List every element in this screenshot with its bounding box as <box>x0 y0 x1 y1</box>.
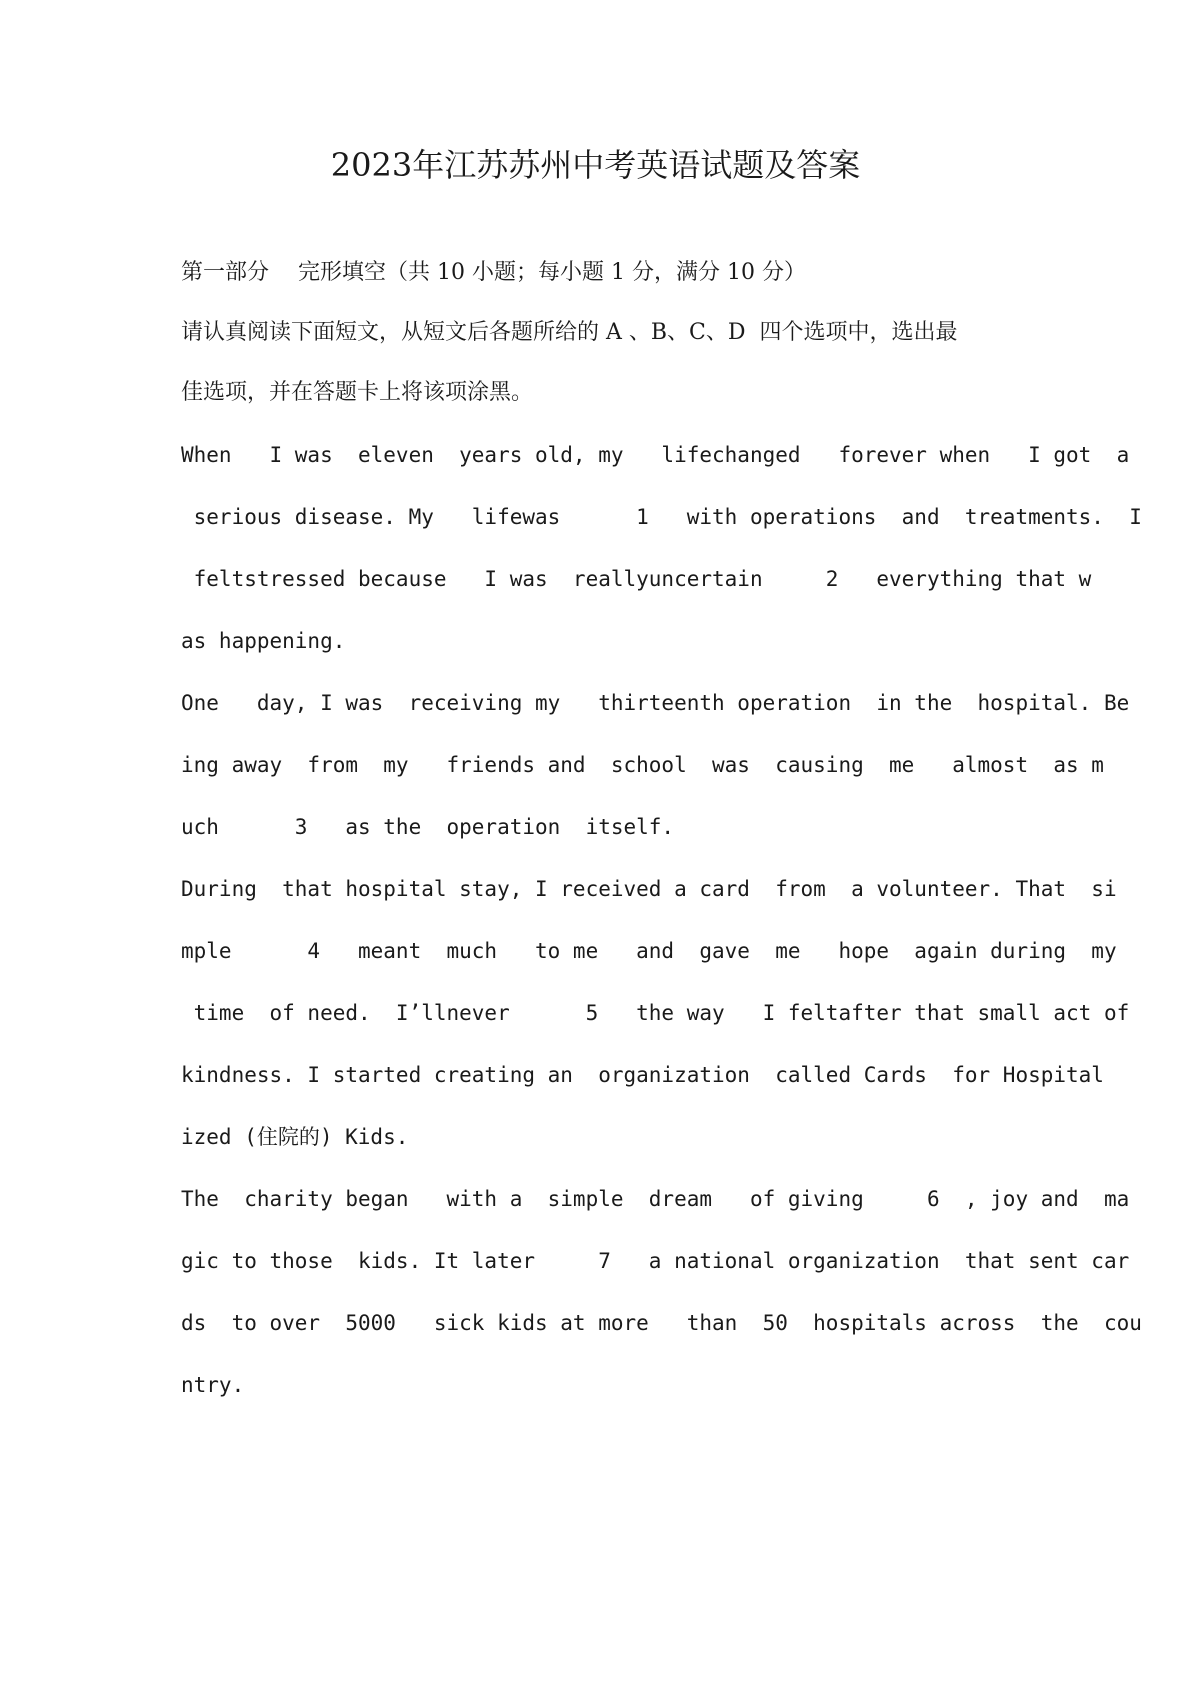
passage-line: ntry. <box>181 1373 245 1397</box>
passage-line: mple 4 meant much to me and gave me hope again during my <box>181 939 1117 963</box>
passage-line: One day, I was receiving my thirteenth operation in the hospital. Be <box>181 691 1130 715</box>
passage-line: ized (住院的) Kids. <box>181 1125 409 1149</box>
instruction-line-1: 请认真阅读下面短文，从短文后各题所给的 A 、B、C、D 四个选项中，选出最 <box>181 320 958 345</box>
passage-line: as happening. <box>181 629 346 653</box>
instruction-line-2: 佳选项，并在答题卡上将该项涂黑。 <box>181 380 534 405</box>
passage-line: During that hospital stay, I received a card from a volunteer. That si <box>181 877 1117 901</box>
passage-line: time of need. I’llnever 5 the way I feltafter that small act of <box>181 1001 1130 1025</box>
passage-line: When I was eleven years old, my lifechanged forever when I got a <box>181 443 1130 467</box>
passage-line: ing away from my friends and school was causing me almost as m <box>181 753 1104 777</box>
passage-line: kindness. I started creating an organization called Cards for Hospital <box>181 1063 1104 1087</box>
document-title: 2023年江苏苏州中考英语试题及答案 <box>330 146 861 184</box>
passage-line: uch 3 as the operation itself. <box>181 815 675 839</box>
passage-line: The charity began with a simple dream of giving 6 , joy and ma <box>181 1187 1130 1211</box>
section-heading: 第一部分 完形填空（共 10 小题；每小题 1 分，满分 10 分） <box>181 260 806 285</box>
passage-line: feltstressed because I was reallyuncertain 2 everything that w <box>181 567 1092 591</box>
passage-line: gic to those kids. It later 7 a national organization that sent car <box>181 1249 1130 1273</box>
passage-line: serious disease. My lifewas 1 with operations and treatments. I <box>181 505 1142 529</box>
passage-line: ds to over 5000 sick kids at more than 50 hospitals across the cou <box>181 1311 1142 1335</box>
